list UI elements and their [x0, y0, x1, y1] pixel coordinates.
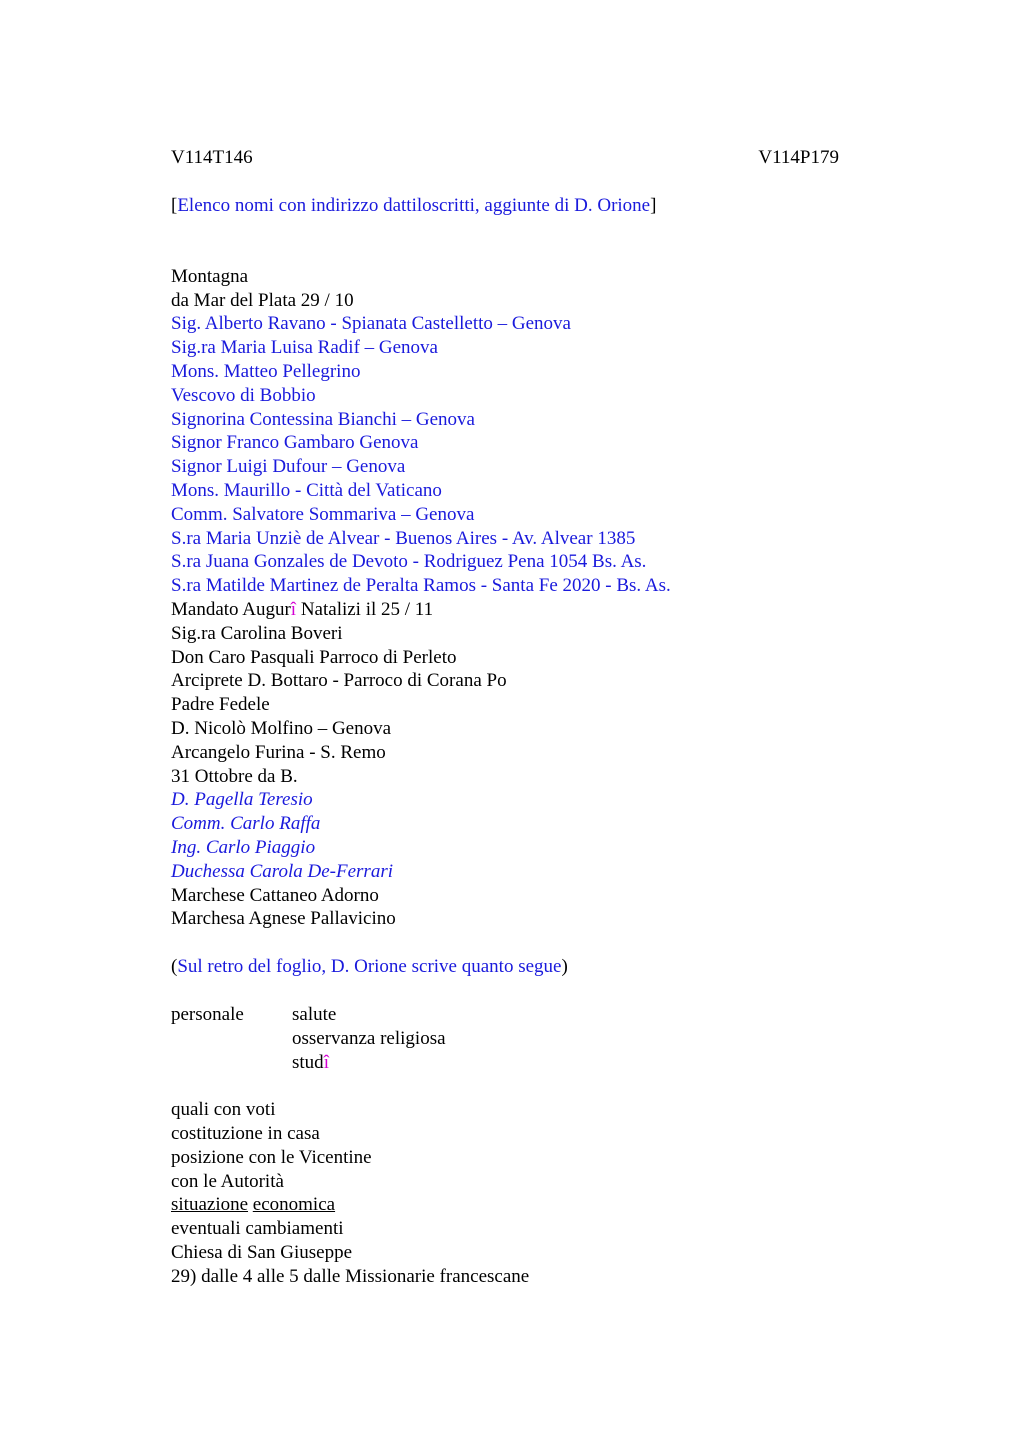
list-item: D. Pagella Teresio	[171, 789, 313, 811]
list-item: Sig.ra Maria Luisa Radif – Genova	[171, 337, 438, 359]
list-item: S.ra Maria Unziè de Alvear - Buenos Aires - Av. Alvear 1385	[171, 527, 636, 549]
document-page	[171, 146, 839, 1289]
situazione-line	[171, 1193, 839, 1217]
bracket-open: [	[171, 195, 178, 216]
list-item: osservanza religiosa	[292, 1027, 446, 1049]
name-list-b	[171, 622, 839, 931]
editorial-note-top	[171, 194, 839, 218]
list-item: Ing. Carlo Piaggio	[171, 836, 316, 858]
auguri-line	[171, 598, 839, 622]
list-item: costituzione in casa	[171, 1123, 320, 1145]
header-codes	[171, 146, 839, 170]
agenda-list	[171, 1098, 839, 1288]
list-item: 31 Ottobre da B.	[171, 765, 298, 787]
list-item: Vescovo di Bobbio	[171, 384, 316, 406]
personale-label: personale	[171, 1003, 244, 1025]
list-item: Signor Luigi Dufour – Genova	[171, 456, 406, 478]
right-code: V114P179	[758, 147, 839, 168]
list-item: con le Autorità	[171, 1170, 284, 1192]
list-item: da Mar del Plata 29 / 10	[171, 289, 354, 311]
list-item-studi	[292, 1051, 446, 1075]
list-item: 29) dalle 4 alle 5 dalle Missionarie francescane	[171, 1265, 530, 1287]
list-item: posizione con le Vicentine	[171, 1146, 372, 1168]
list-item: Comm. Salvatore Sommariva – Genova	[171, 503, 475, 525]
list-item: Marchese Cattaneo Adorno	[171, 884, 379, 906]
list-item: Chiesa di San Giuseppe	[171, 1242, 353, 1264]
left-code: V114T146	[171, 147, 253, 168]
list-item: Signorina Contessina Bianchi – Genova	[171, 408, 475, 430]
personale-block	[171, 1003, 839, 1074]
editorial-note-retro	[171, 955, 839, 979]
list-item: Mons. Matteo Pellegrino	[171, 360, 361, 382]
auguri-mark: î	[290, 598, 297, 620]
list-item: S.ra Matilde Martinez de Peralta Ramos - Santa Fe 2020 - Bs. As.	[171, 575, 671, 597]
list-item: salute	[292, 1003, 337, 1025]
editorial-note-retro-text: Sul retro del foglio, D. Orione scrive quanto segue	[177, 956, 562, 978]
bracket-close: ]	[650, 195, 657, 216]
list-item: Sig. Alberto Ravano - Spianata Castelletto – Genova	[171, 313, 571, 335]
list-item: quali con voti	[171, 1099, 276, 1121]
list-item: Arciprete D. Bottaro - Parroco di Corana Po	[171, 670, 507, 692]
editorial-note-text: Elenco nomi con indirizzo dattiloscritti, aggiunte di D. Orione	[177, 195, 651, 216]
studi-before: stud	[292, 1051, 324, 1073]
list-item: Signor Franco Gambaro Genova	[171, 432, 419, 454]
name-list-a	[171, 265, 839, 598]
list-item: Sig.ra Carolina Boveri	[171, 622, 343, 644]
underlined-word: economica	[252, 1194, 336, 1216]
list-item: S.ra Juana Gonzales de Devoto - Rodriguez Pena 1054 Bs. As.	[171, 551, 647, 573]
list-item: Comm. Carlo Raffa	[171, 813, 321, 835]
list-item: Padre Fedele	[171, 694, 270, 716]
paren-close: )	[561, 956, 568, 978]
studi-mark: î	[323, 1051, 329, 1073]
list-item: Mons. Maurillo - Città del Vaticano	[171, 479, 442, 501]
list-item: Duchessa Carola De-Ferrari	[171, 860, 393, 882]
personale-items	[292, 1003, 446, 1074]
list-item: D. Nicolò Molfino – Genova	[171, 717, 392, 739]
list-item: Don Caro Pasquali Parroco di Perleto	[171, 646, 457, 668]
list-item: Marchesa Agnese Pallavicino	[171, 908, 396, 930]
list-item: Montagna	[171, 265, 249, 287]
paren-open: (	[171, 956, 178, 978]
list-item: Arcangelo Furina - S. Remo	[171, 741, 386, 763]
auguri-after: Natalizi il 25 / 11	[296, 598, 434, 620]
auguri-before: Mandato Augur	[171, 598, 291, 620]
underlined-word: situazione	[171, 1194, 249, 1216]
list-item: eventuali cambiamenti	[171, 1218, 344, 1240]
